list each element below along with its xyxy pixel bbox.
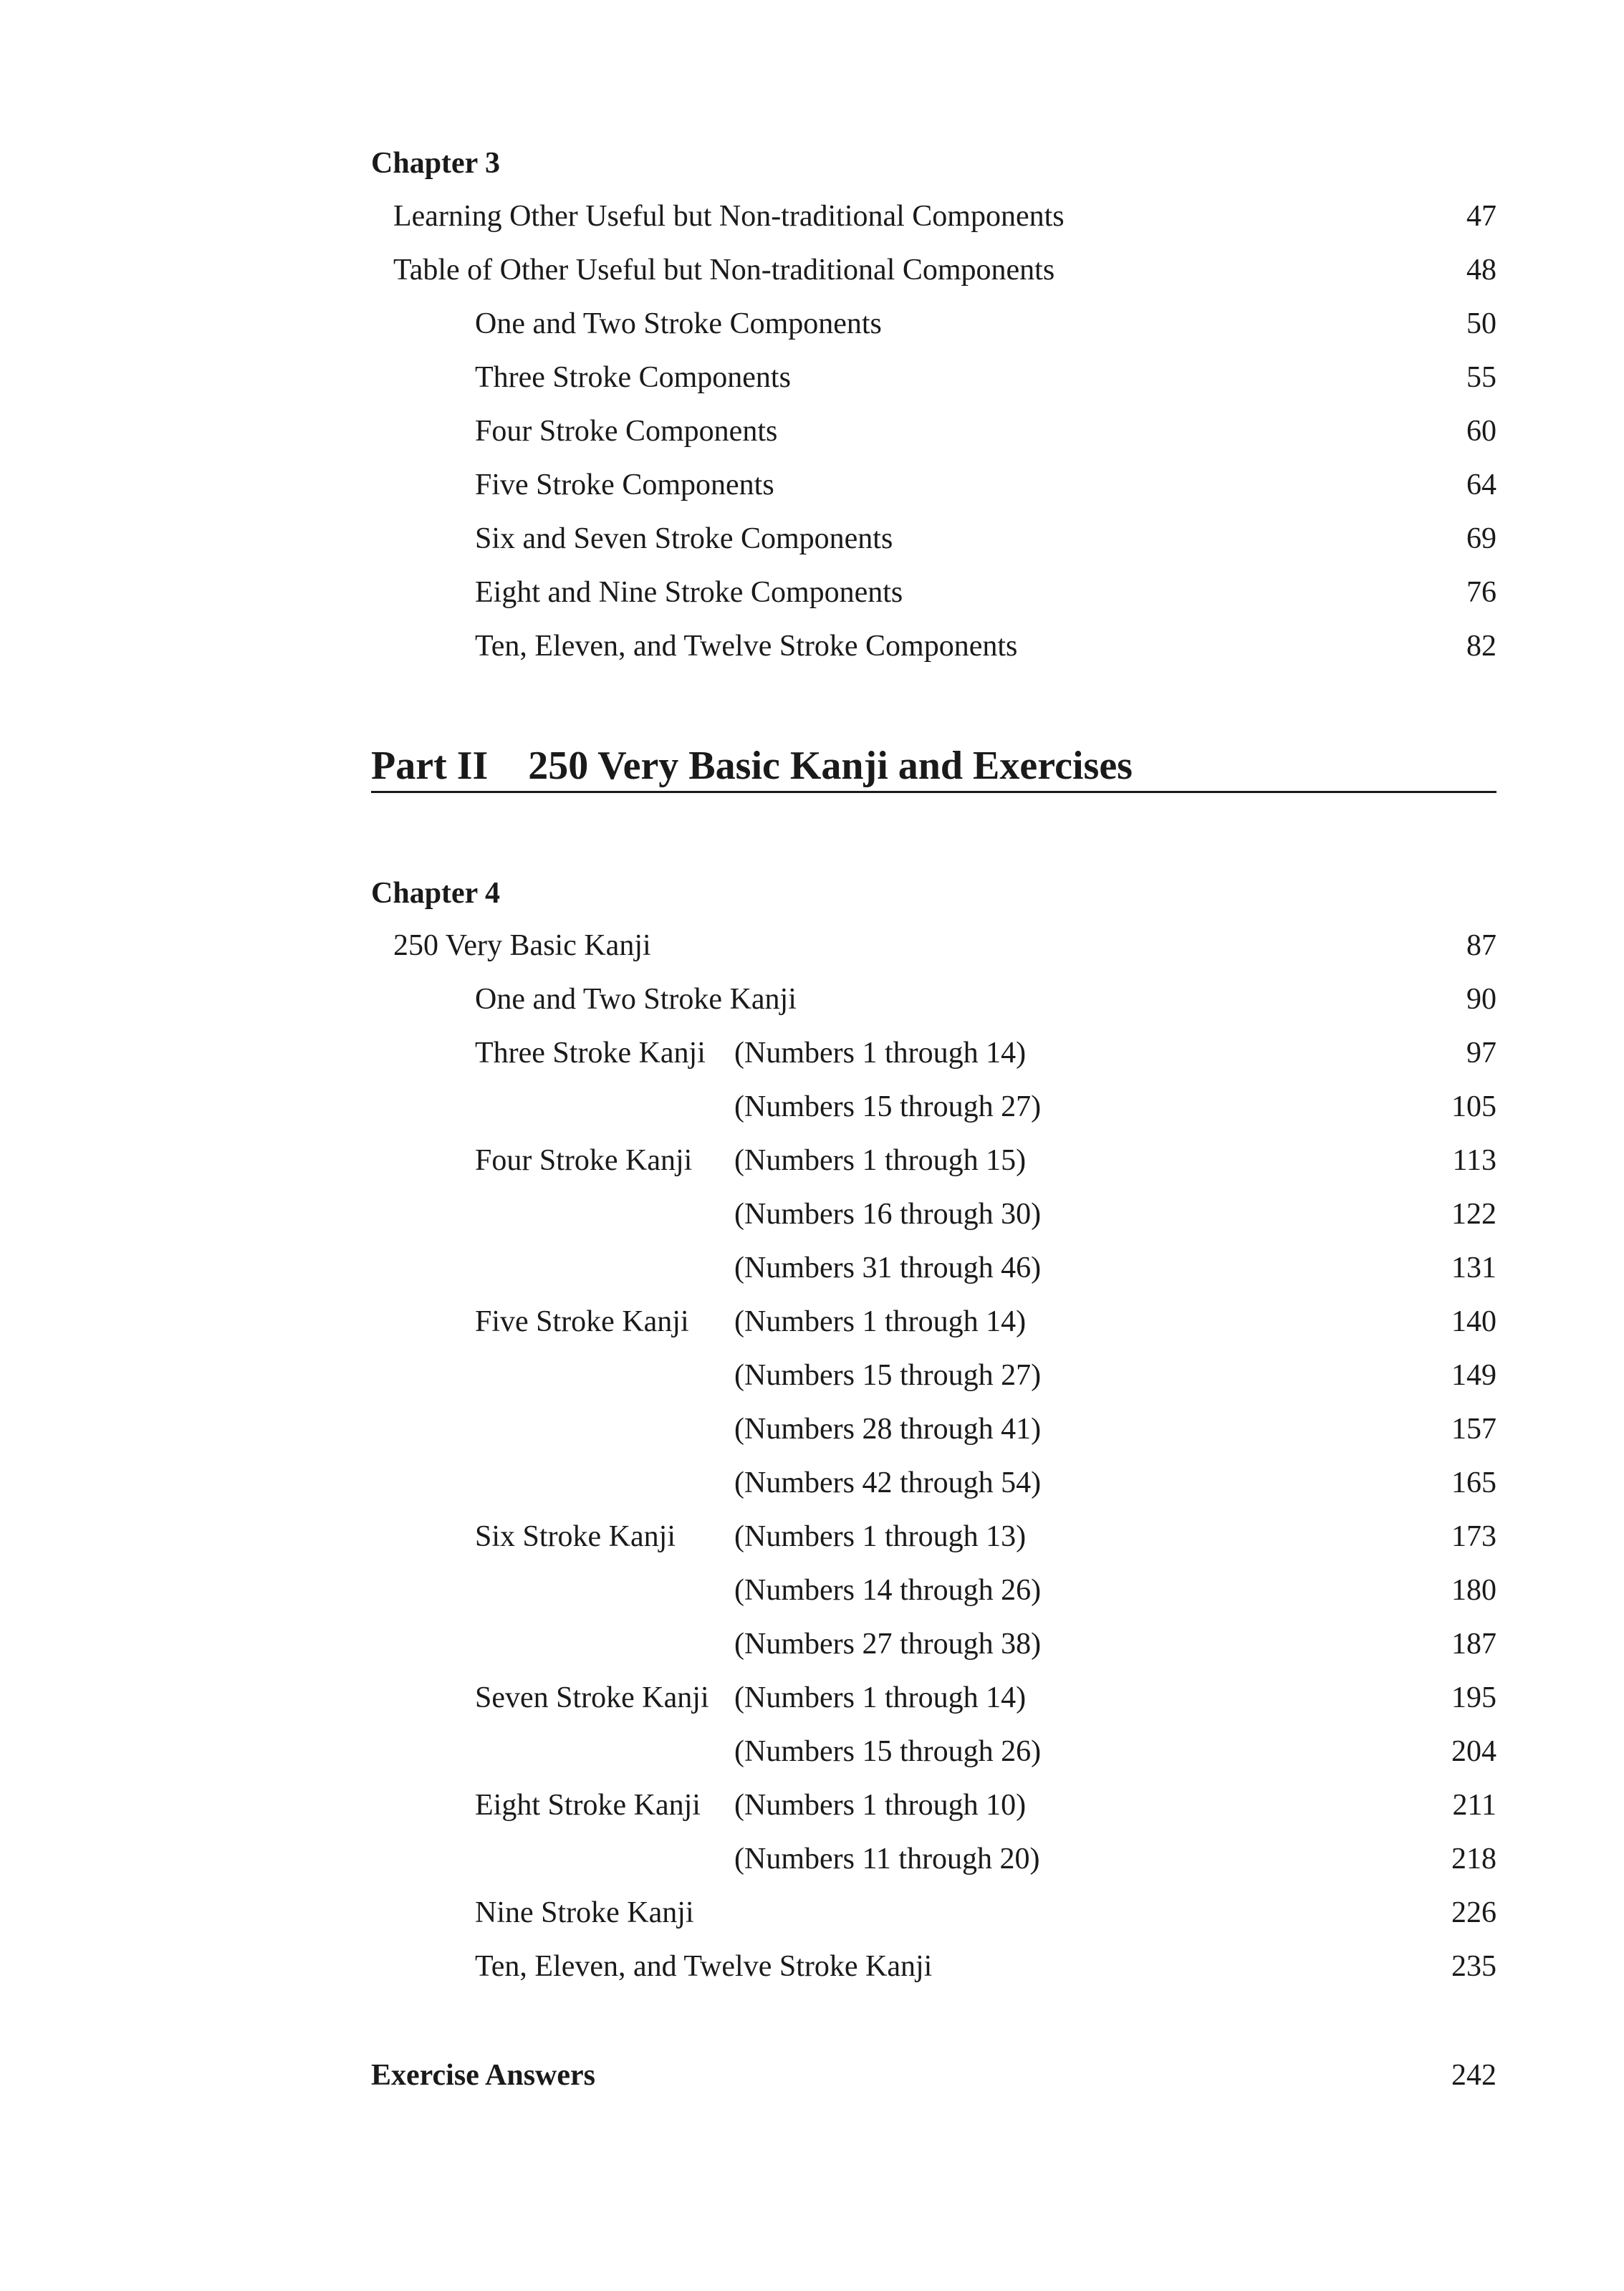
toc-entry-page: 218 — [1451, 1843, 1496, 1875]
toc-entry-page: 47 — [1466, 200, 1496, 233]
toc-group-label: Four Stroke Kanji — [475, 1144, 693, 1177]
toc-entry-page: 235 — [1451, 1950, 1496, 1983]
toc-entry-page: 87 — [1466, 929, 1496, 962]
toc-entry-title: Learning Other Useful but Non-traditional Components — [393, 200, 1065, 233]
toc-entry-title: Three Stroke Components — [475, 361, 791, 394]
toc-range: (Numbers 1 through 14) — [734, 1305, 1027, 1338]
toc-entry-page: 105 — [1451, 1090, 1496, 1123]
toc-entry-title: One and Two Stroke Kanji — [475, 983, 797, 1016]
toc-entry-page: 187 — [1451, 1628, 1496, 1661]
toc-entry-page: 69 — [1466, 522, 1496, 555]
toc-group-label: Eight Stroke Kanji — [475, 1789, 701, 1822]
chapter-4-heading: Chapter 4 — [371, 877, 501, 910]
toc-group-label: Seven Stroke Kanji — [475, 1681, 709, 1714]
toc-entry-page: 131 — [1451, 1252, 1496, 1284]
part-divider — [371, 791, 1496, 793]
toc-entry-page: 48 — [1466, 254, 1496, 287]
chapter-3-heading: Chapter 3 — [371, 147, 501, 180]
toc-range: (Numbers 11 through 20) — [734, 1843, 1040, 1875]
toc-entry-page: 165 — [1451, 1466, 1496, 1499]
toc-range: (Numbers 15 through 27) — [734, 1359, 1042, 1392]
part-heading — [371, 742, 1133, 789]
toc-entry-page: 226 — [1451, 1896, 1496, 1929]
toc-entry-page: 60 — [1466, 415, 1496, 448]
toc-range: (Numbers 1 through 10) — [734, 1789, 1027, 1822]
toc-range: (Numbers 27 through 38) — [734, 1628, 1042, 1661]
toc-entry-title: Nine Stroke Kanji — [475, 1896, 694, 1929]
toc-entry-page: 97 — [1466, 1037, 1496, 1070]
part-title: 250 Very Basic Kanji and Exercises — [528, 744, 1133, 788]
toc-entry-title: 250 Very Basic Kanji — [393, 929, 651, 962]
toc-range: (Numbers 1 through 13) — [734, 1520, 1027, 1553]
toc-range: (Numbers 1 through 14) — [734, 1681, 1027, 1714]
toc-range: (Numbers 31 through 46) — [734, 1252, 1042, 1284]
toc-entry-title: Ten, Eleven, and Twelve Stroke Kanji — [475, 1950, 933, 1983]
toc-range: (Numbers 1 through 14) — [734, 1037, 1027, 1070]
toc-entry-page: 204 — [1451, 1735, 1496, 1768]
toc-entry-page: 140 — [1451, 1305, 1496, 1338]
toc-entry-page: 76 — [1466, 576, 1496, 609]
toc-group-label: Six Stroke Kanji — [475, 1520, 676, 1553]
toc-entry-title: Ten, Eleven, and Twelve Stroke Components — [475, 630, 1018, 663]
exercise-answers-page: 242 — [1451, 2059, 1496, 2092]
toc-entry-title: Six and Seven Stroke Components — [475, 522, 893, 555]
toc-range: (Numbers 15 through 26) — [734, 1735, 1042, 1768]
toc-entry-page: 82 — [1466, 630, 1496, 663]
toc-entry-title: Four Stroke Components — [475, 415, 778, 448]
exercise-answers-title: Exercise Answers — [371, 2059, 596, 2092]
toc-range: (Numbers 28 through 41) — [734, 1413, 1042, 1446]
part-label: Part II — [371, 744, 489, 788]
toc-entry-page: 113 — [1452, 1144, 1496, 1177]
toc-entry-page: 173 — [1451, 1520, 1496, 1553]
toc-range: (Numbers 14 through 26) — [734, 1574, 1042, 1607]
toc-entry-page: 180 — [1451, 1574, 1496, 1607]
toc-entry-page: 64 — [1466, 469, 1496, 501]
toc-entry-page: 157 — [1451, 1413, 1496, 1446]
toc-entry-title: One and Two Stroke Components — [475, 307, 882, 340]
toc-range: (Numbers 16 through 30) — [734, 1198, 1042, 1231]
toc-entry-page: 122 — [1451, 1198, 1496, 1231]
toc-entry-title: Eight and Nine Stroke Components — [475, 576, 903, 609]
toc-group-label: Three Stroke Kanji — [475, 1037, 706, 1070]
toc-range: (Numbers 1 through 15) — [734, 1144, 1027, 1177]
toc-group-label: Five Stroke Kanji — [475, 1305, 689, 1338]
toc-range: (Numbers 42 through 54) — [734, 1466, 1042, 1499]
toc-entry-title: Table of Other Useful but Non-traditional Components — [393, 254, 1055, 287]
toc-entry-page: 90 — [1466, 983, 1496, 1016]
toc-entry-page: 195 — [1451, 1681, 1496, 1714]
toc-entry-title: Five Stroke Components — [475, 469, 774, 501]
toc-range: (Numbers 15 through 27) — [734, 1090, 1042, 1123]
toc-entry-page: 149 — [1451, 1359, 1496, 1392]
toc-entry-page: 50 — [1466, 307, 1496, 340]
toc-entry-page: 211 — [1452, 1789, 1496, 1822]
toc-entry-page: 55 — [1466, 361, 1496, 394]
